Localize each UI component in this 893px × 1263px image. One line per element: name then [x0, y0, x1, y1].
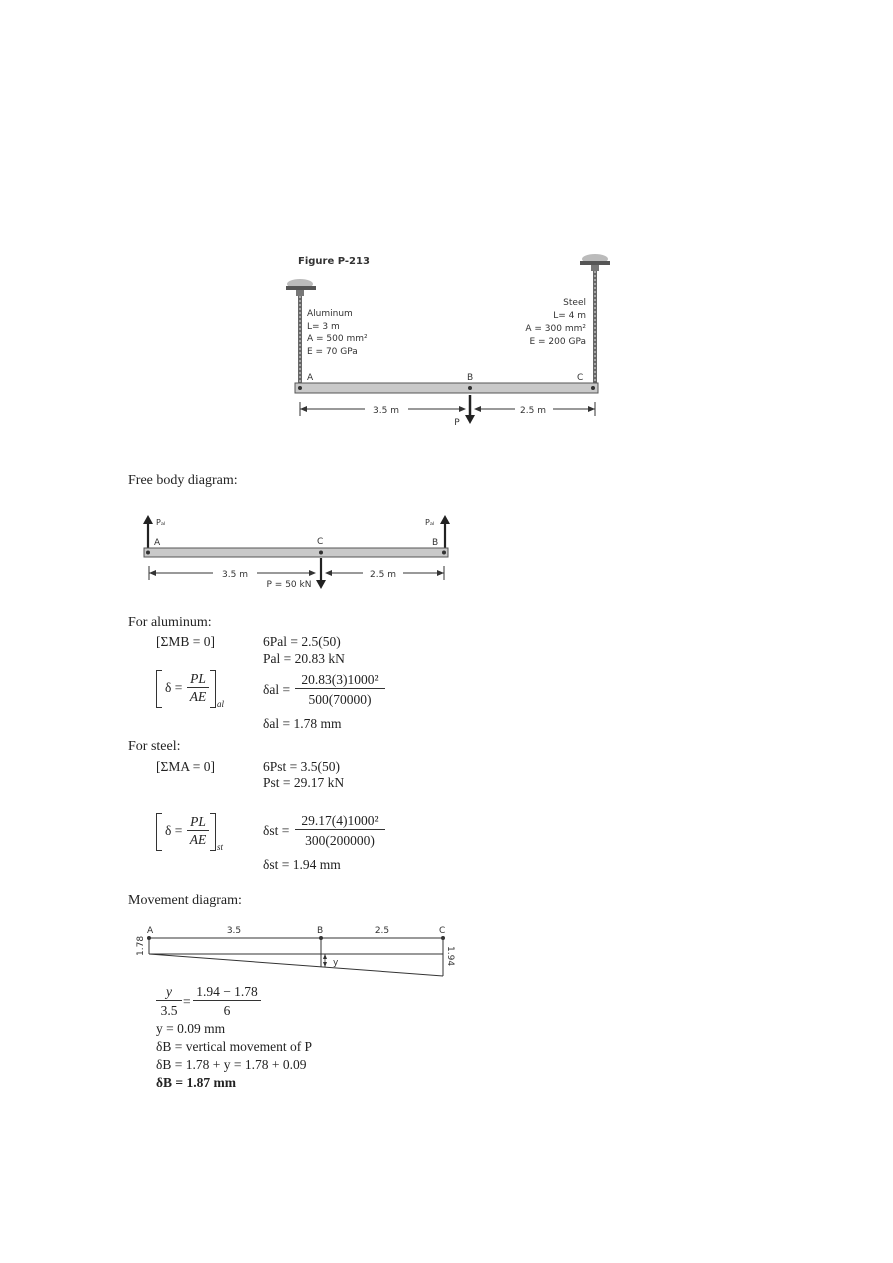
mv-y-label: y	[333, 958, 339, 968]
figure-title: Figure P-213	[298, 256, 370, 267]
al-formula: δ = PL AE al	[156, 670, 228, 710]
st-frac-num: 29.17(4)1000²	[295, 813, 385, 830]
al-delta-label: δal =	[263, 682, 291, 697]
st-heading: For steel:	[128, 739, 181, 754]
mv-len-left: 3.5	[226, 926, 242, 936]
beam	[295, 383, 598, 393]
movement-diagram	[130, 920, 470, 980]
al-formula-sub: al	[217, 699, 225, 709]
st-formula-num: PL	[187, 814, 209, 831]
mv-line-y: y = 0.09 mm	[156, 1021, 226, 1036]
movement-heading: Movement diagram:	[128, 893, 242, 908]
fig-point-c: C	[577, 373, 584, 383]
mv-point-b: B	[317, 926, 324, 936]
fig-dim-right: 2.5 m	[520, 406, 546, 416]
fbd-dim-right: 2.5 m	[370, 570, 396, 580]
fbd-point-a: A	[154, 538, 161, 548]
mv-len-right: 2.5	[374, 926, 390, 936]
ratio-den-right: 6	[223, 1003, 231, 1018]
mv-line-final: δB = 1.87 mm	[156, 1075, 236, 1090]
fbd-force-right: Pₐₗ	[425, 518, 435, 527]
free-body-diagram	[135, 510, 465, 595]
ratio-den-left: 3.5	[160, 1003, 178, 1018]
al-length: L= 3 m	[307, 322, 340, 332]
fig-point-b: B	[467, 373, 474, 383]
al-formula-num: PL	[187, 671, 209, 688]
st-formula: δ = PL AE st	[156, 813, 228, 853]
al-area: A = 500 mm²	[307, 334, 368, 344]
st-length: L= 4 m	[553, 311, 586, 321]
al-frac-den: 500(70000)	[308, 692, 372, 707]
left-support-icon	[286, 279, 316, 296]
st-name: Steel	[563, 298, 586, 308]
al-eq1: 6Pal = 2.5(50)	[263, 634, 341, 649]
al-formula-den: AE	[189, 689, 207, 704]
al-heading: For aluminum:	[128, 615, 212, 630]
mv-left-defl: 1.78	[136, 935, 146, 956]
al-eq2: Pal = 20.83 kN	[263, 651, 345, 666]
mv-line-sum: δB = 1.78 + y = 1.78 + 0.09	[156, 1057, 307, 1072]
fbd-point-c: C	[317, 537, 324, 547]
st-modulus: E = 200 GPa	[529, 337, 586, 347]
al-name: Aluminum	[307, 309, 353, 319]
al-frac-num: 20.83(3)1000²	[295, 672, 385, 689]
fbd-load: P = 50 kN	[266, 580, 312, 590]
figure-p213	[270, 240, 630, 440]
fbd-force-left: Pₐₗ	[156, 518, 166, 527]
fig-load: P	[454, 418, 460, 428]
st-result: δst = 1.94 mm	[263, 857, 341, 872]
fig-point-a: A	[307, 373, 314, 383]
st-delta-label: δst =	[263, 823, 290, 838]
st-eq2: Pst = 29.17 kN	[263, 775, 345, 790]
fbd-point-b: B	[432, 538, 439, 548]
st-moment-cond: [ΣMA = 0]	[156, 759, 215, 774]
st-formula-den: AE	[189, 832, 207, 847]
st-area: A = 300 mm²	[525, 324, 586, 334]
right-support-icon	[580, 254, 610, 271]
mv-line-def: δB = vertical movement of P	[156, 1039, 313, 1054]
st-formula-sub: st	[217, 842, 224, 852]
st-eq1: 6Pst = 3.5(50)	[263, 759, 340, 774]
al-moment-cond: [ΣMB = 0]	[156, 634, 215, 649]
mv-right-defl: 1.94	[445, 946, 455, 967]
mv-point-a: A	[147, 926, 154, 936]
mv-point-c: C	[439, 926, 446, 936]
ratio-num-right: 1.94 − 1.78	[193, 984, 261, 1001]
st-frac-den: 300(200000)	[305, 833, 375, 848]
ratio-num-left: y	[156, 984, 182, 1001]
al-modulus: E = 70 GPa	[307, 347, 358, 357]
fbd-heading: Free body diagram:	[128, 473, 238, 488]
fbd-dim-left: 3.5 m	[222, 570, 248, 580]
fig-dim-left: 3.5 m	[373, 406, 399, 416]
al-result: δal = 1.78 mm	[263, 716, 342, 731]
